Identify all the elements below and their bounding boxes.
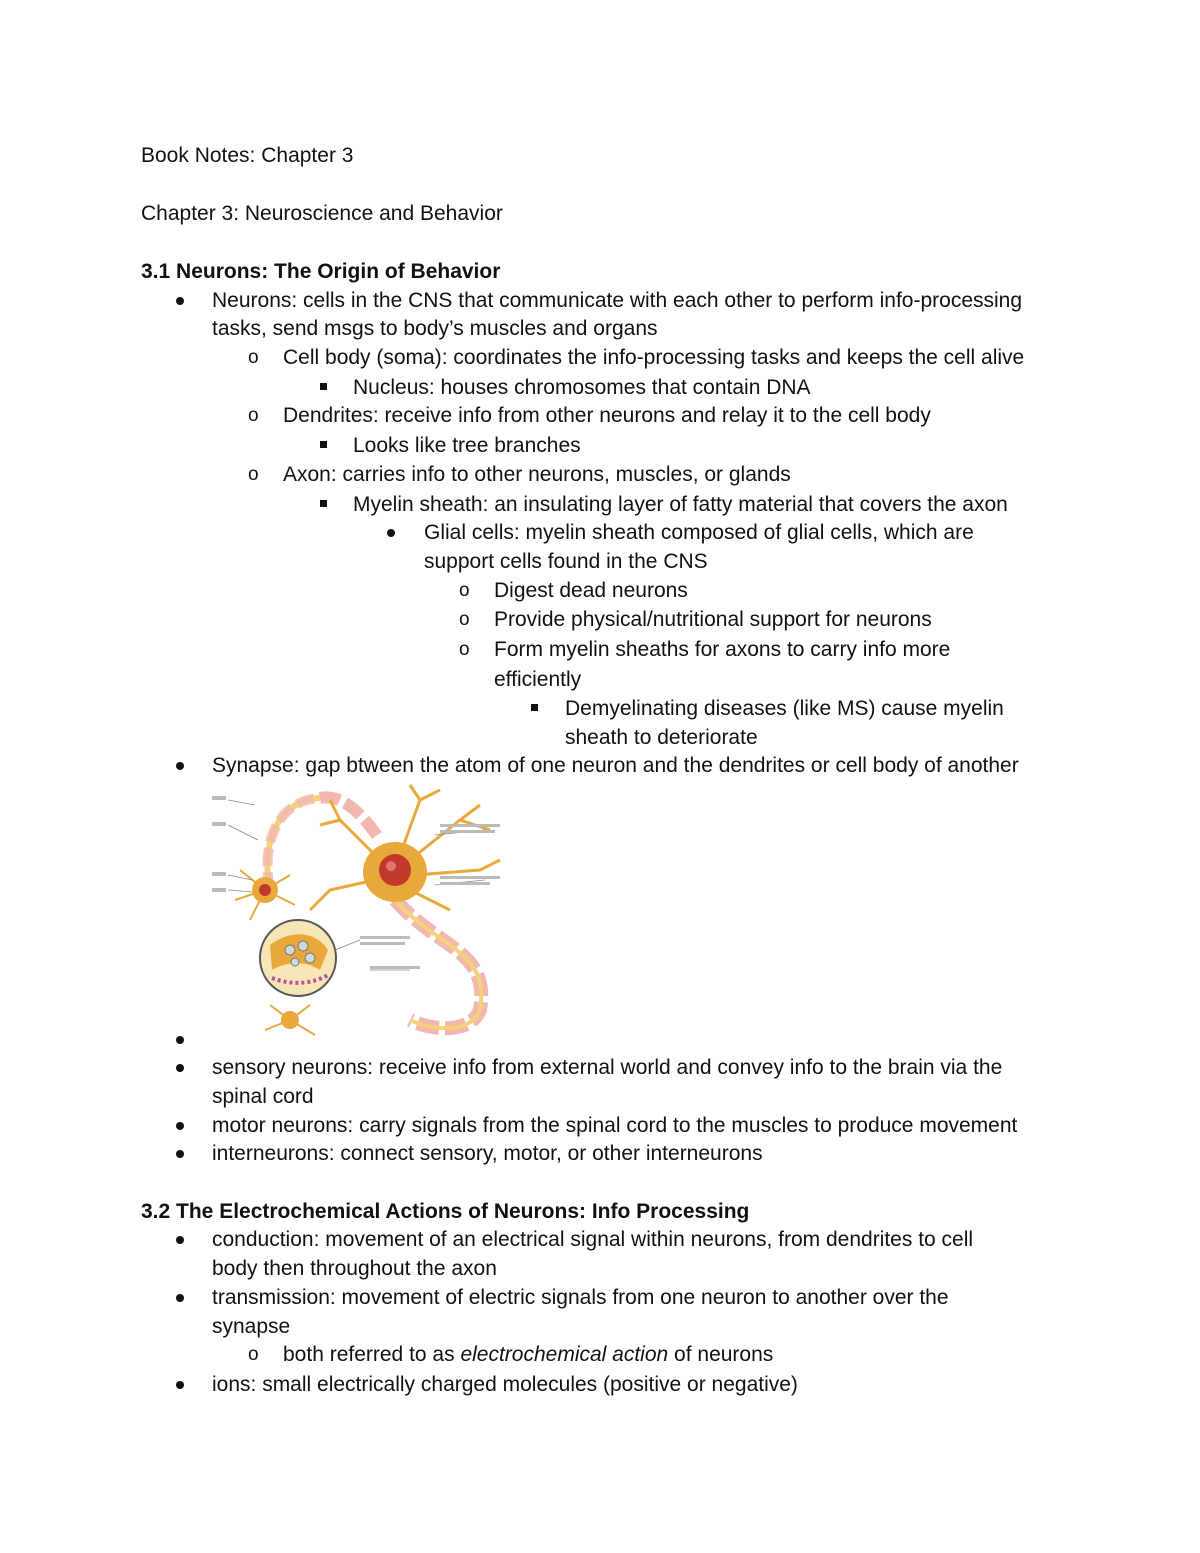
section-heading-3-1: 3.1 Neurons: The Origin of Behavior [141,260,501,283]
list-item: Synapse: gap btween the atom of one neuron and the dendrites or cell body of another [212,754,1019,777]
text-fragment: of neurons [668,1343,774,1366]
list-item [283,1341,773,1369]
list-item: Dendrites: receive info from other neurons and relay it to the cell body [283,404,931,427]
list-item: Digest dead neurons [494,579,688,602]
bullet-dot [387,529,395,537]
list-item: motor neurons: carry signals from the spinal cord to the muscles to produce movement [212,1114,1018,1137]
list-item: sensory neurons: receive info from external world and convey info to the brain via the [212,1056,1003,1079]
list-item: Glial cells: myelin sheath composed of glial cells, which are [424,521,974,544]
list-item: Looks like tree branches [353,434,581,457]
nucleolus [386,861,396,871]
vesicle [291,958,299,966]
list-item-cont: spinal cord [212,1085,314,1108]
bottom-cell-body [281,1011,299,1029]
text-fragment: both referred to as [283,1343,461,1366]
circle-marker: o [459,609,470,630]
square-bullet [320,441,327,448]
list-item: Demyelinating diseases (like MS) cause myelin [565,697,1004,720]
large-nucleus [379,854,411,886]
circle-marker: o [248,405,259,426]
square-bullet [531,704,538,711]
chapter-heading: Chapter 3: Neuroscience and Behavior [141,202,503,225]
list-item: conduction: movement of an electrical signal within neurons, from dendrites to cell [212,1228,974,1251]
list-item: Nucleus: houses chromosomes that contain DNA [353,376,811,399]
circle-marker: o [459,580,470,601]
list-item: ions: small electrically charged molecules (positive or negative) [212,1373,798,1396]
list-item: interneurons: connect sensory, motor, or other interneurons [212,1142,763,1165]
square-bullet [320,383,327,390]
list-item-cont: body then throughout the axon [212,1257,497,1280]
bullet-dot [176,1036,184,1044]
neuron-diagram [210,780,510,1045]
bullet-dot [176,1381,184,1389]
circle-marker: o [248,464,259,485]
list-item: Provide physical/nutritional support for neurons [494,608,932,631]
list-item: Cell body (soma): coordinates the info-processing tasks and keeps the cell alive [283,346,1025,369]
circle-marker: o [459,639,470,660]
list-item: Axon: carries info to other neurons, muscles, or glands [283,463,791,486]
document-title: Book Notes: Chapter 3 [141,144,354,167]
list-item-cont: sheath to deteriorate [565,726,758,749]
circle-marker: o [248,1344,259,1365]
section-heading-3-2: 3.2 The Electrochemical Actions of Neurons: Info Processing [141,1200,750,1223]
circle-marker: o [248,347,259,368]
bullet-dot [176,297,184,305]
diagram-background [210,780,510,1045]
bullet-dot [176,762,184,770]
emphasis-text: electrochemical action [460,1343,669,1366]
vesicle [305,953,315,963]
list-item: transmission: movement of electric signals from one neuron to another over the [212,1286,949,1309]
list-item: Myelin sheath: an insulating layer of fatty material that covers the axon [353,493,1008,516]
list-item-cont: tasks, send msgs to body’s muscles and organs [212,317,658,340]
list-item-cont: efficiently [494,668,582,691]
list-item: Form myelin sheaths for axons to carry info more [494,638,951,661]
list-item-cont: support cells found in the CNS [424,550,708,573]
bullet-dot [176,1294,184,1302]
list-item-cont: synapse [212,1315,291,1338]
bullet-dot [176,1150,184,1158]
bullet-dot [176,1064,184,1072]
list-item: Neurons: cells in the CNS that communicate with each other to perform info-processing [212,289,1023,312]
square-bullet [320,500,327,507]
bullet-dot [176,1122,184,1130]
bullet-dot [176,1236,184,1244]
small-nucleus [259,884,271,896]
vesicle [298,941,308,951]
vesicle [285,945,295,955]
